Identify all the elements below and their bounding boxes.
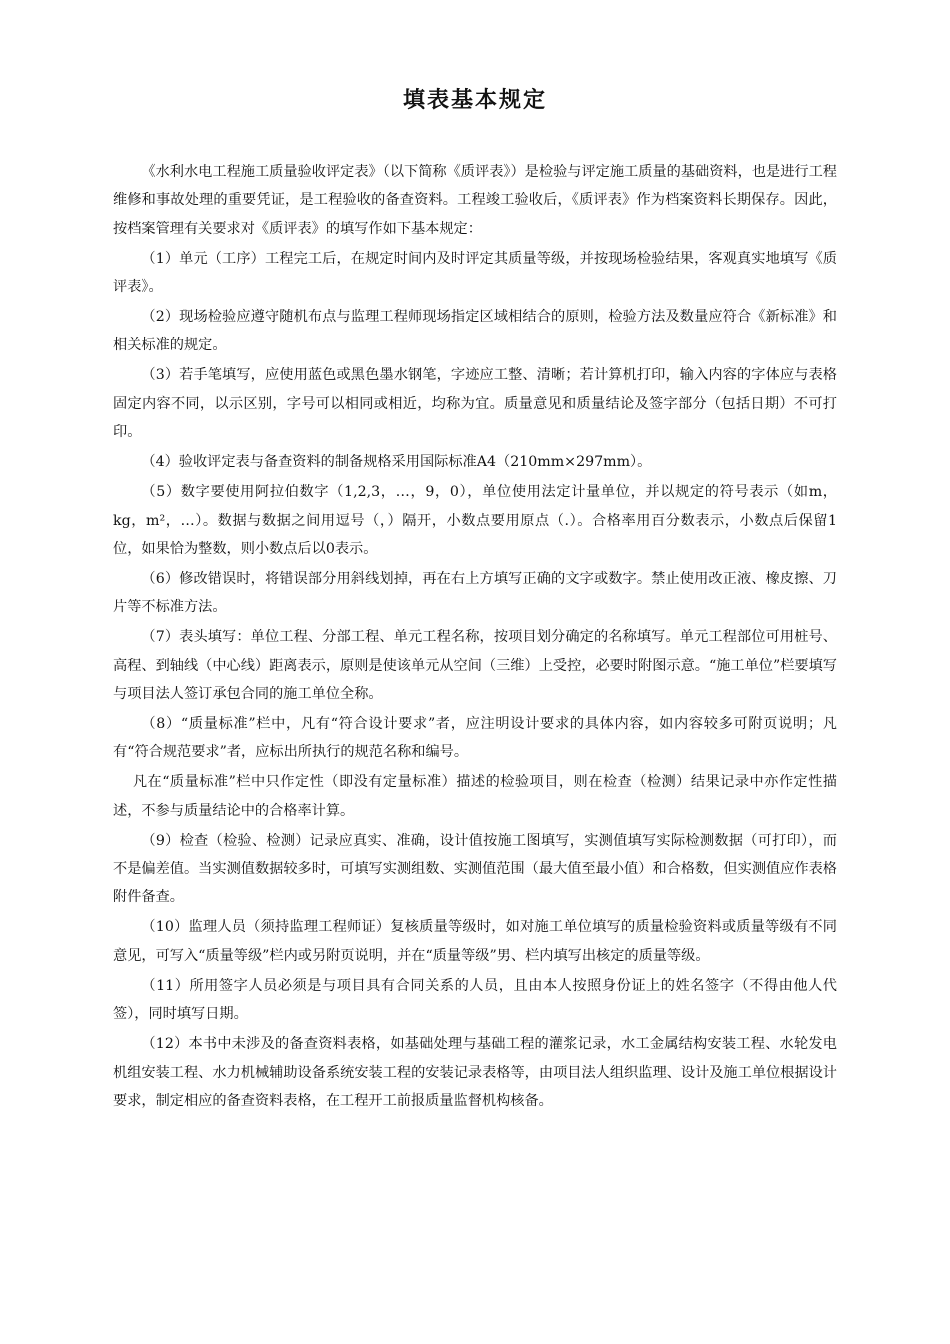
page-title: 填表基本规定	[402, 88, 547, 113]
paragraph-intro: 《水利水电工程施工质量验收评定表》（以下简称《质评表》）是检验与评定施工质量的基础资料，也是进行工程维修和事故处理的重要凭证，是工程验收的备查资料。工程竣工验收后，《质评表》作为档案资料长期保存。因此，按档案管理有关要求对《质评表》的填写作如下基本规定：	[113, 164, 837, 237]
paragraph-rule-10: （10）监理人员（须持监理工程师证）复核质量等级时，如对施工单位填写的质量检验资料或质量等级有不同意见，可写入“质量等级”栏内或另附页说明，并在“质量等级”男、栏内填写出核定的质量等级。	[113, 919, 837, 964]
paragraph-rule-1: （1）单元（工序）工程完工后，在规定时间内及时评定其质量等级，并按现场检验结果，客观真实地填写《质评表》。	[113, 250, 837, 295]
paragraph-rule-9: （9）检查（检验、检测）记录应真实、准确，设计值按施工图填写，实测值填写实际检测数据（可打印），而不是偏差值。当实测值数据较多时，可填写实测组数、实测值范围（最大值至最小值）和合格数，但实测值应作表格附件备查。	[113, 832, 837, 906]
paragraph-rule-2: （2）现场检验应遵守随机布点与监理工程师现场指定区域相结合的原则，检验方法及数量应符合《新标准》和相关标准的规定。	[113, 309, 837, 354]
paragraph-rule-12: （12）本书中未涉及的备查资料表格，如基础处理与基础工程的灌浆记录，水工金属结构安装工程、水轮发电机组安装工程、水力机械辅助设备系统安装工程的安装记录表格等，由项目法人组织监理、设计及施工单位根据设计要求，制定相应的备查资料表格，在工程开工前报质量监督机构核备。	[113, 1036, 837, 1109]
paragraph-rule-3: （3）若手笔填写，应使用蓝色或黑色墨水钢笔，字迹应工整、清晰；若计算机打印，输入内容的字体应与表格固定内容不同，以示区别，字号可以相同或相近，均称为宜。质量意见和质量结论及签字部分（包括日期）不可打印。	[113, 367, 837, 441]
paragraph-rule-11: （11）所用签字人员必须是与项目具有合同关系的人员，且由本人按照身份证上的姓名签字（不得由他人代签），同时填写日期。	[113, 977, 837, 1023]
paragraph-rule-6: （6）修改错误时，将错误部分用斜线划掉，再在右上方填写正确的文字或数字。禁止使用改正液、橡皮擦、刀片等不标准方法。	[113, 570, 837, 616]
paragraph-rule-4: （4）验收评定表与备查资料的制备规格采用国际标准A4（210mm×297mm）。	[141, 454, 652, 471]
paragraph-rule-8-note: 凡在“质量标准”栏中只作定性（即没有定量标准）描述的检验项目，则在检查（检测）结果记录中亦作定性描述，不参与质量结论中的合格率计算。	[113, 774, 837, 819]
paragraph-rule-7: （7）表头填写：单位工程、分部工程、单元工程名称，按项目划分确定的名称填写。单元工程部位可用桩号、高程、到轴线（中心线）距离表示，原则是使该单元从空间（三维）上受控，必要时附图示意。“施工单位”栏要填写与项目法人签订承包合同的施工单位全称。	[113, 629, 837, 702]
paragraph-rule-8: （8）“质量标准”栏中，凡有“符合设计要求”者，应注明设计要求的具体内容，如内容较多可附页说明；凡有“符合规范要求”者，应标出所执行的规范名称和编号。	[113, 716, 837, 761]
document-body	[113, 158, 837, 1117]
paragraph-rule-5: （5）数字要使用阿拉伯数字（1,2,3，…，9，0），单位使用法定计量单位，并以规定的符号表示（如m，kg，m²，…）。数据与数据之间用逗号（，）隔开，小数点要用原点（.）。合格率用百分数表示，小数点后保留1位，如果恰为整数，则小数点后以0表示。	[113, 484, 837, 557]
